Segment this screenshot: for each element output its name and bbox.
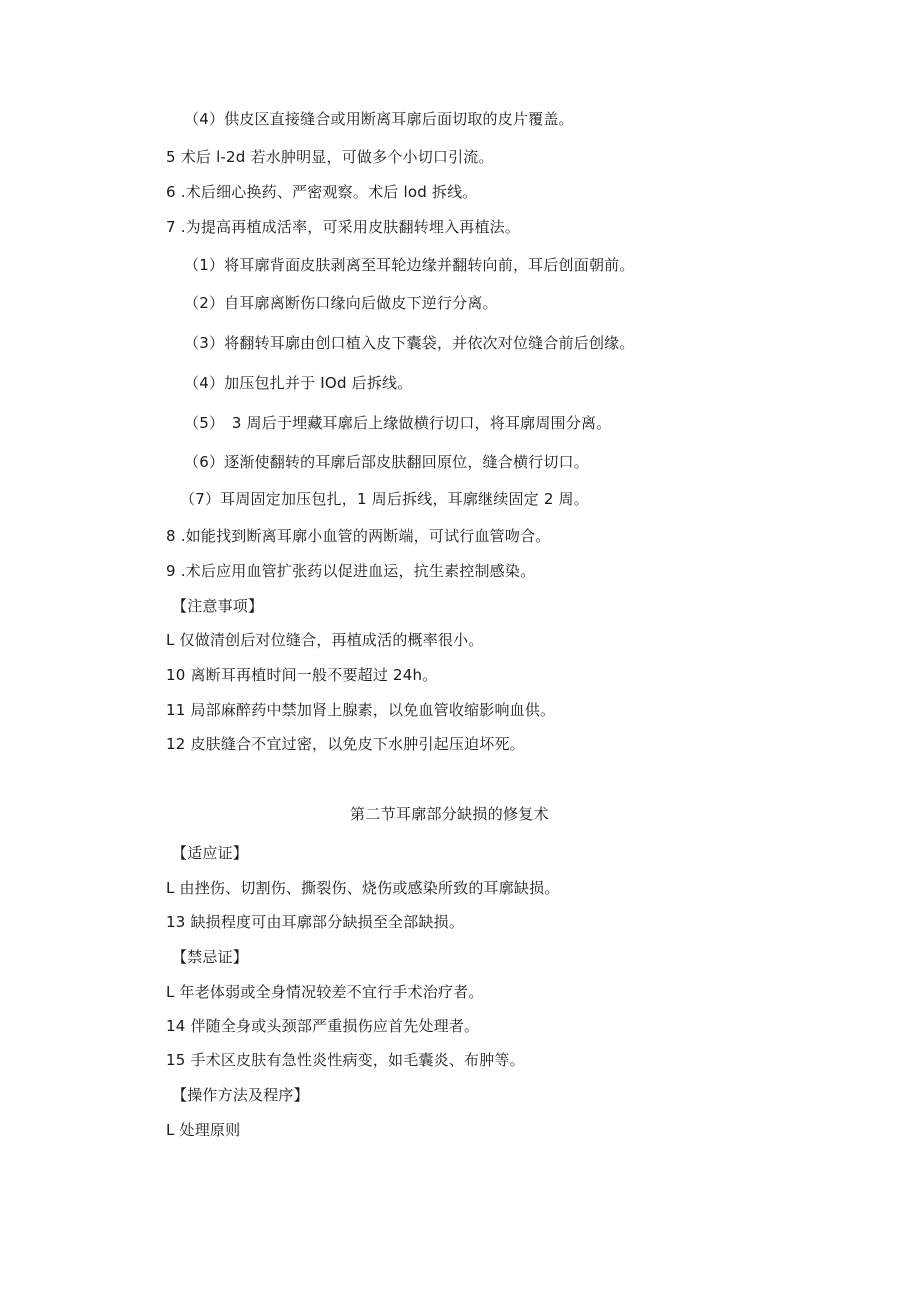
paragraph-line: （5） 3 周后于埋藏耳廓后上缘做横行切口，将耳廓周围分离。 [184,414,612,432]
paragraph-line: （1）将耳廓背面皮肤剥离至耳轮边缘并翻转向前，耳后创面朝前。 [184,256,635,274]
paragraph-line: 7 .为提高再植成活率，可采用皮肤翻转埋入再植法。 [166,218,521,236]
paragraph-line: 15 手术区皮肤有急性炎性病变，如毛囊炎、布肿等。 [166,1051,525,1069]
paragraph-line: （4）加压包扎并于 IOd 后拆线。 [184,374,413,392]
paragraph-line: 12 皮肤缝合不宜过密，以免皮下水肿引起压迫坏死。 [166,735,525,753]
paragraph-line: 13 缺损程度可由耳廓部分缺损至全部缺损。 [166,913,465,931]
paragraph-line: （3）将翻转耳廓由创口植入皮下囊袋，并依次对位缝合前后创缘。 [184,334,635,352]
chapter-title: 第二节耳廓部分缺损的修复术 [350,805,549,823]
section-heading: 【操作方法及程序】 [172,1086,309,1104]
paragraph-line: 10 离断耳再植时间一般不要超过 24h。 [166,666,438,684]
paragraph-line: （7）耳周固定加压包扎，1 周后拆线，耳廓继续固定 2 周。 [180,490,589,508]
section-heading: 【注意事项】 [172,597,264,615]
paragraph-line: （6）逐渐使翻转的耳廓后部皮肤翻回原位，缝合横行切口。 [184,453,589,471]
paragraph-line: 5 术后 l-2d 若水肿明显，可做多个小切口引流。 [166,148,494,166]
paragraph-line: 11 局部麻醉药中禁加肾上腺素，以免血管收缩影响血供。 [166,701,556,719]
paragraph-line: L 由挫伤、切割伤、撕裂伤、烧伤或感染所致的耳廓缺损。 [166,879,560,897]
section-heading: 【适应证】 [172,844,249,862]
paragraph-line: （2）自耳廓离断伤口缘向后做皮下逆行分离。 [184,294,498,312]
paragraph-line: 6 .术后细心换药、严密观察。术后 lod 拆线。 [166,183,478,201]
paragraph-line: 9 .术后应用血管扩张药以促进血运，抗生素控制感染。 [166,562,536,580]
section-heading: 【禁忌证】 [172,948,249,966]
paragraph-line: L 仅做清创后对位缝合，再植成活的概率很小。 [166,631,484,649]
paragraph-line: L 年老体弱或全身情况较差不宜行手术治疗者。 [166,983,484,1001]
paragraph-line: L 处理原则 [166,1121,241,1139]
paragraph-line: （4）供皮区直接缝合或用断离耳廓后面切取的皮片覆盖。 [184,110,574,128]
paragraph-line: 8 .如能找到断离耳廓小血管的两断端，可试行血管吻合。 [166,527,551,545]
paragraph-line: 14 伴随全身或头颈部严重损伤应首先处理者。 [166,1017,480,1035]
